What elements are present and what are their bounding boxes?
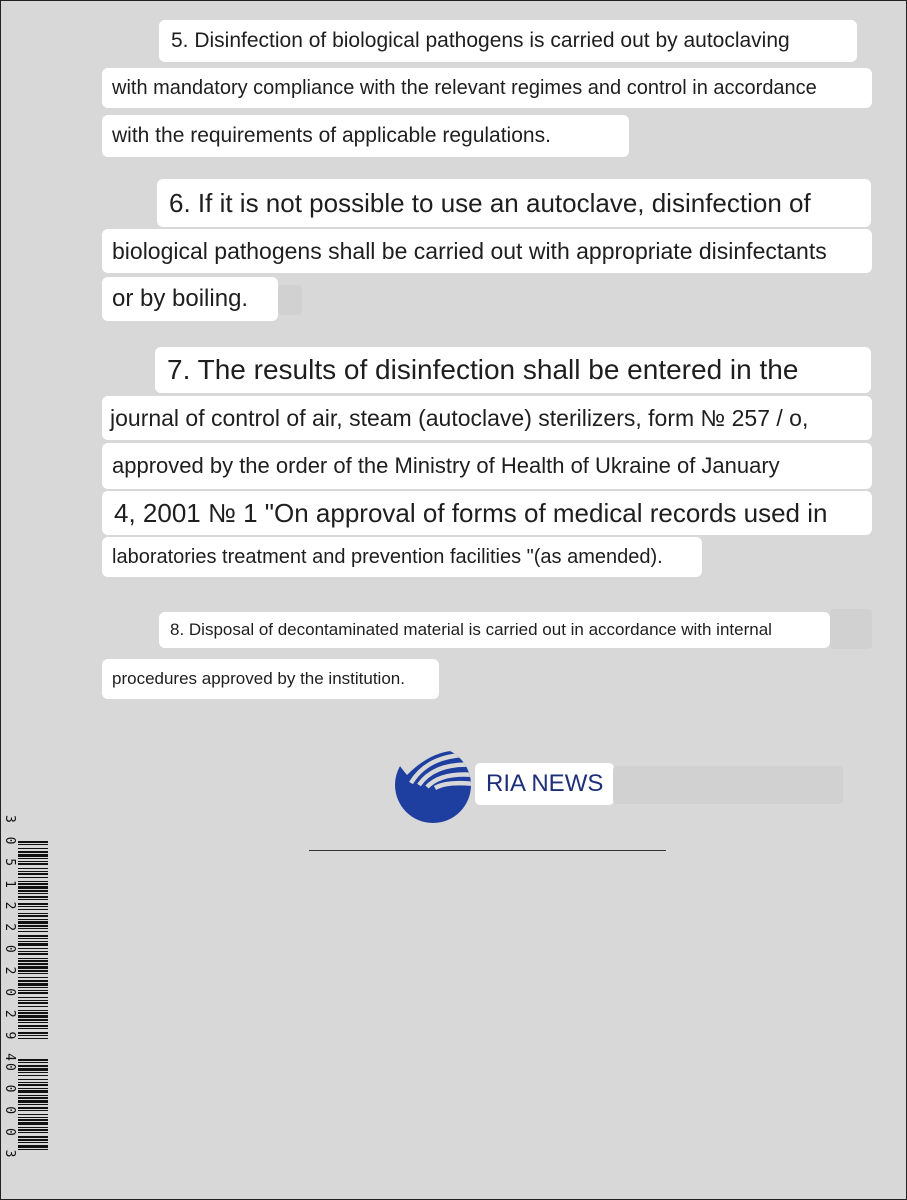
barcode-tail-digits: 0 0 0 0 3 [2, 1063, 17, 1161]
paragraph-8-line-1: 8. Disposal of decontaminated material is carried out in accordance with internal [159, 612, 830, 648]
signature-rule [309, 850, 666, 851]
ria-news-globe-icon [393, 745, 473, 825]
paragraph-7-line-3: approved by the order of the Ministry of Health of Ukraine of January [102, 443, 872, 489]
barcode [1, 809, 53, 1169]
ria-news-label: RIA NEWS [475, 763, 614, 805]
paragraph-5-line-3: with the requirements of applicable regulations. [102, 115, 629, 157]
barcode-main-digits: 3 0 5 1 2 2 0 2 0 2 9 4 [2, 815, 17, 1065]
paragraph-6-line-3-trail [278, 285, 302, 315]
paragraph-6-line-1: 6. If it is not possible to use an autoclave, disinfection of [157, 179, 871, 227]
paragraph-7-line-1: 7. The results of disinfection shall be entered in the [155, 347, 871, 393]
paragraph-8-line-1-trail [830, 609, 872, 649]
paragraph-6-line-2: biological pathogens shall be carried out with appropriate disinfectants [102, 229, 872, 273]
paragraph-7-line-4: 4, 2001 № 1 "On approval of forms of medical records used in [102, 491, 872, 535]
paragraph-7-line-5: laboratories treatment and prevention facilities "(as amended). [102, 537, 702, 577]
paragraph-5-line-2: with mandatory compliance with the relevant regimes and control in accordance [102, 68, 872, 108]
paragraph-7-line-2: journal of control of air, steam (autoclave) sterilizers, form № 257 / o, [102, 396, 872, 440]
paragraph-6-line-3: or by boiling. [102, 277, 278, 321]
logo-trail [613, 766, 843, 804]
paragraph-5-line-1: 5. Disinfection of biological pathogens is carried out by autoclaving [159, 20, 857, 62]
paragraph-8-line-2: procedures approved by the institution. [102, 659, 439, 699]
